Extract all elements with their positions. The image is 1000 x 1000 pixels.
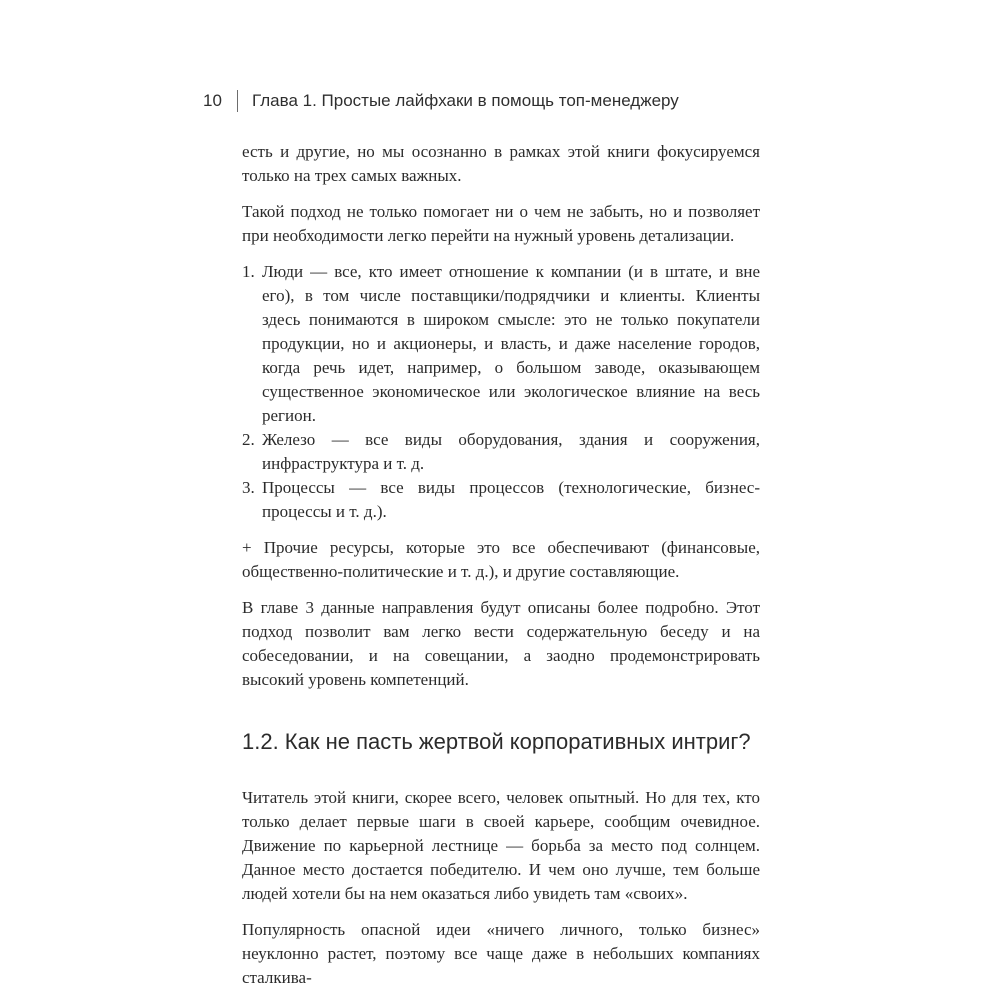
paragraph: + Прочие ресурсы, которые это все обеспечивают (финансовые, общественно-политические и т. д.), и другие составляющие. (242, 538, 760, 581)
list-item-number: 3. (242, 478, 255, 497)
list-item (242, 476, 760, 524)
page-number: 10 (203, 91, 222, 110)
paragraph: Такой подход не только помогает ни о чем не забыть, но и позволяет при необходимости легко перейти на нужный уровень детализации. (242, 202, 760, 245)
header-separator (237, 90, 238, 112)
list-item (242, 428, 760, 476)
numbered-list (242, 260, 760, 524)
paragraph: Популярность опасной идеи «ничего личного, только бизнес» неуклонно растет, поэтому все чаще даже в небольших компаниях сталкива- (242, 920, 760, 987)
list-item-number: 2. (242, 430, 255, 449)
list-item-text: Процессы — все виды процессов (технологические, бизнес-процессы и т. д.). (262, 478, 760, 521)
running-header (203, 88, 679, 114)
section-heading: 1.2. Как не пасть жертвой корпоративных интриг? (242, 729, 751, 754)
list-item-text: Железо — все виды оборудования, здания и сооружения, инфраструктура и т. д. (262, 430, 760, 473)
list-item-number: 1. (242, 262, 255, 281)
paragraph: Читатель этой книги, скорее всего, человек опытный. Но для тех, кто только делает первые шаги в своей карьере, сообщим очевидное. Движение по карьерной лестнице — борьба за место под солнцем. Данное место достается победителю. И чем оно лучше, тем больше людей хотели бы на нем оказаться либо увидеть там «своих». (242, 788, 760, 903)
chapter-title: Глава 1. Простые лайфхаки в помощь топ-менеджеру (252, 91, 679, 110)
list-item-text: Люди — все, кто имеет отношение к компании (и в штате, и вне его), в том числе поставщики/подрядчики и клиенты. Клиенты здесь понимаются в широком смысле: это не только покупатели продукции, но и акционеры, и власть, и даже население городов, когда речь идет, например, о большом заводе, оказывающем существенное экономическое или экологическое влияние на весь регион. (262, 262, 760, 425)
paragraph: В главе 3 данные направления будут описаны более подробно. Этот подход позволит вам легко вести содержательную беседу и на собеседовании, и на совещании, а заодно продемонстрировать высокий уровень компетенций. (242, 598, 760, 689)
list-item (242, 260, 760, 428)
paragraph: есть и другие, но мы осознанно в рамках этой книги фокусируемся только на трех самых важных. (242, 142, 760, 185)
page-body (242, 140, 760, 990)
